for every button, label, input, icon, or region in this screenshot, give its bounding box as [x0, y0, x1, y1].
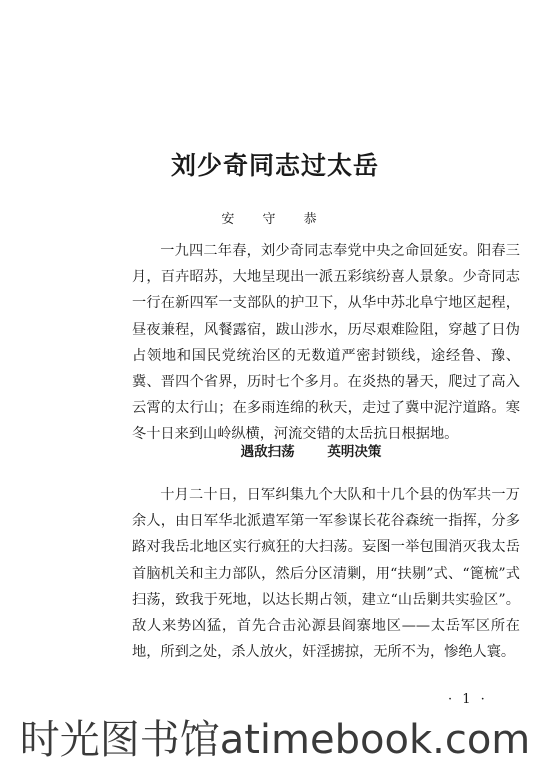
page-number: · 1 · [448, 692, 488, 707]
section-subheading [0, 440, 550, 460]
article-title: 刘少奇同志过太岳 [170, 151, 379, 180]
watermark-text: 时光图书馆atimebook.com [19, 717, 531, 763]
paragraph-1 [132, 238, 520, 448]
author-name: 安 守 恭 [221, 212, 329, 227]
subheading-part-1: 遇敌扫荡 [240, 444, 295, 460]
paragraph-2-text: 十月二十日，日军纠集九个大队和十几个县的伪军共一万余人，由日军华北派遣军第一军参谋长花谷森统一指挥，分多路对我岳北地区实行疯狂的大扫荡。妄图一举包围消灭我太岳首脑机关和主力部队，然后分区清剿，用“扶剔”式、“篦梳”式扫荡，致我于死地，以达长期占领，建立“山岳剿共实验区”。敌人来势凶猛，首先合击沁源县阎寨地区——太岳军区所在地，所到之处，杀人放火，奸淫掳掠，无所不为，惨绝人寰。 [132, 487, 520, 661]
paragraph-1-text: 一九四二年春，刘少奇同志奉党中央之命回延安。阳春三月，百卉昭苏，大地呈现出一派五彩缤纷喜人景象。少奇同志一行在新四军一支部队的护卫下，从华中苏北阜宁地区起程，昼夜兼程，风餐露宿，跋山涉水，历尽艰难险阻，穿越了日伪占领地和国民党统治区的无数道严密封锁线，途经鲁、豫、冀、晋四个省界，历时七个多月。在炎热的暑天，爬过了高入云霄的太行山；在多雨连绵的秋天，走过了冀中泥泞道路。寒冬十日来到山岭纵横，河流交错的太岳抗日根据地。 [132, 243, 520, 443]
paragraph-2 [132, 482, 520, 665]
subheading-part-2: 英明决策 [327, 444, 382, 460]
